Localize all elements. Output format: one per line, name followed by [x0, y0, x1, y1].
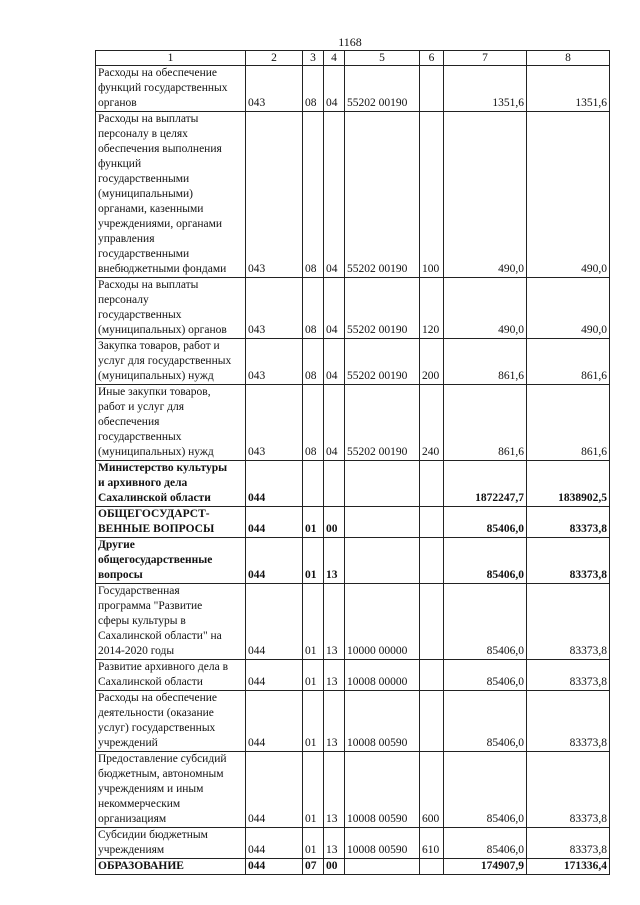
expense-type-code — [420, 584, 444, 660]
ministry-code: 044 — [246, 660, 303, 691]
ministry-code: 043 — [246, 385, 303, 461]
section-code: 08 — [303, 385, 324, 461]
subsection-code: 04 — [324, 112, 345, 278]
amount-col7: 490,0 — [444, 112, 527, 278]
amount-col7: 861,6 — [444, 385, 527, 461]
subsection-code: 13 — [324, 584, 345, 660]
table-row — [96, 507, 610, 538]
target-article-code: 10000 00000 — [345, 584, 420, 660]
ministry-code: 044 — [246, 584, 303, 660]
amount-col8: 490,0 — [527, 278, 610, 339]
table-row — [96, 112, 610, 278]
section-code: 01 — [303, 584, 324, 660]
section-code: 01 — [303, 507, 324, 538]
target-article-code: 55202 00190 — [345, 339, 420, 385]
ministry-code: 043 — [246, 66, 303, 112]
budget-item-name: ОБЩЕГОСУДАРСТ- ВЕННЫЕ ВОПРОСЫ — [96, 507, 246, 538]
subsection-code — [324, 461, 345, 507]
ministry-code: 043 — [246, 112, 303, 278]
amount-col8: 83373,8 — [527, 691, 610, 752]
subsection-code: 13 — [324, 691, 345, 752]
amount-col7: 1351,6 — [444, 66, 527, 112]
target-article-code — [345, 859, 420, 875]
amount-col7: 85406,0 — [444, 538, 527, 584]
subsection-code: 04 — [324, 385, 345, 461]
budget-item-name: Расходы на обеспечение деятельности (оказание услуг) государственных учреждений — [96, 691, 246, 752]
column-header: 5 — [345, 51, 420, 66]
section-code: 01 — [303, 752, 324, 828]
expense-type-code — [420, 538, 444, 584]
ministry-code: 044 — [246, 828, 303, 859]
table-row — [96, 385, 610, 461]
subsection-code: 00 — [324, 507, 345, 538]
section-code: 08 — [303, 66, 324, 112]
column-header: 4 — [324, 51, 345, 66]
budget-item-name: Министерство культуры и архивного дела Сахалинской области — [96, 461, 246, 507]
budget-item-name: ОБРАЗОВАНИЕ — [96, 859, 246, 875]
budget-item-name: Расходы на выплаты персоналу в целях обеспечения выполнения функций государственными (муниципальными) органами, казенными учреждениями, органами управления государственными внебюджетными фондами — [96, 112, 246, 278]
budget-item-name: Закупка товаров, работ и услуг для государственных (муниципальных) нужд — [96, 339, 246, 385]
subsection-code: 13 — [324, 752, 345, 828]
section-code — [303, 461, 324, 507]
budget-item-name: Предоставление субсидий бюджетным, автономным учреждениям и иным некоммерческим организациям — [96, 752, 246, 828]
amount-col7: 861,6 — [444, 339, 527, 385]
target-article-code: 55202 00190 — [345, 278, 420, 339]
table-row — [96, 461, 610, 507]
expense-type-code: 100 — [420, 112, 444, 278]
amount-col7: 174907,9 — [444, 859, 527, 875]
budget-item-name: Расходы на выплаты персоналу государственных (муниципальных) органов — [96, 278, 246, 339]
target-article-code: 55202 00190 — [345, 112, 420, 278]
column-header: 3 — [303, 51, 324, 66]
amount-col7: 85406,0 — [444, 828, 527, 859]
subsection-code: 13 — [324, 538, 345, 584]
subsection-code: 04 — [324, 278, 345, 339]
table-row — [96, 691, 610, 752]
target-article-code: 55202 00190 — [345, 385, 420, 461]
column-header-row — [96, 51, 610, 66]
page-number: 1168 — [338, 35, 362, 49]
budget-item-name: Субсидии бюджетным учреждениям — [96, 828, 246, 859]
target-article-code: 10008 00590 — [345, 828, 420, 859]
ministry-code: 044 — [246, 507, 303, 538]
amount-col7: 85406,0 — [444, 507, 527, 538]
amount-col8: 861,6 — [527, 385, 610, 461]
expense-type-code: 200 — [420, 339, 444, 385]
ministry-code: 044 — [246, 538, 303, 584]
amount-col8: 1838902,5 — [527, 461, 610, 507]
expense-type-code: 120 — [420, 278, 444, 339]
section-code: 07 — [303, 859, 324, 875]
expense-type-code — [420, 507, 444, 538]
section-code: 08 — [303, 278, 324, 339]
column-header: 8 — [527, 51, 610, 66]
ministry-code: 044 — [246, 691, 303, 752]
section-code: 01 — [303, 691, 324, 752]
amount-col8: 83373,8 — [527, 828, 610, 859]
table-row — [96, 752, 610, 828]
expense-type-code — [420, 66, 444, 112]
table-row — [96, 278, 610, 339]
subsection-code: 04 — [324, 339, 345, 385]
target-article-code: 10008 00000 — [345, 660, 420, 691]
section-code: 01 — [303, 828, 324, 859]
column-header: 6 — [420, 51, 444, 66]
ministry-code: 044 — [246, 461, 303, 507]
table-row — [96, 660, 610, 691]
expense-type-code: 600 — [420, 752, 444, 828]
expense-type-code: 240 — [420, 385, 444, 461]
amount-col8: 83373,8 — [527, 584, 610, 660]
amount-col7: 85406,0 — [444, 691, 527, 752]
amount-col8: 171336,4 — [527, 859, 610, 875]
amount-col8: 83373,8 — [527, 538, 610, 584]
budget-item-name: Иные закупки товаров, работ и услуг для обеспечения государственных (муниципальных) нужд — [96, 385, 246, 461]
target-article-code — [345, 461, 420, 507]
amount-col8: 83373,8 — [527, 752, 610, 828]
subsection-code: 04 — [324, 66, 345, 112]
budget-item-name: Расходы на обеспечение функций государственных органов — [96, 66, 246, 112]
table-row — [96, 828, 610, 859]
section-code: 01 — [303, 660, 324, 691]
table-row — [96, 66, 610, 112]
amount-col8: 490,0 — [527, 112, 610, 278]
section-code: 08 — [303, 339, 324, 385]
column-header: 1 — [96, 51, 246, 66]
amount-col7: 85406,0 — [444, 660, 527, 691]
section-code: 01 — [303, 538, 324, 584]
subsection-code: 00 — [324, 859, 345, 875]
column-header: 2 — [246, 51, 303, 66]
table-row — [96, 339, 610, 385]
ministry-code: 044 — [246, 859, 303, 875]
expense-type-code — [420, 859, 444, 875]
table-row — [96, 584, 610, 660]
amount-col8: 83373,8 — [527, 507, 610, 538]
ministry-code: 043 — [246, 278, 303, 339]
budget-item-name: Другие общегосударственные вопросы — [96, 538, 246, 584]
ministry-code: 044 — [246, 752, 303, 828]
expense-type-code: 610 — [420, 828, 444, 859]
budget-table — [95, 50, 610, 875]
target-article-code — [345, 538, 420, 584]
amount-col7: 85406,0 — [444, 584, 527, 660]
amount-col7: 490,0 — [444, 278, 527, 339]
amount-col8: 1351,6 — [527, 66, 610, 112]
expense-type-code — [420, 691, 444, 752]
table-row — [96, 538, 610, 584]
budget-item-name: Государственная программа "Развитие сферы культуры в Сахалинской области" на 2014-2020 годы — [96, 584, 246, 660]
amount-col7: 1872247,7 — [444, 461, 527, 507]
amount-col7: 85406,0 — [444, 752, 527, 828]
subsection-code: 13 — [324, 828, 345, 859]
target-article-code — [345, 507, 420, 538]
section-code: 08 — [303, 112, 324, 278]
target-article-code: 10008 00590 — [345, 752, 420, 828]
target-article-code: 55202 00190 — [345, 66, 420, 112]
expense-type-code — [420, 461, 444, 507]
table-row — [96, 859, 610, 875]
ministry-code: 043 — [246, 339, 303, 385]
subsection-code: 13 — [324, 660, 345, 691]
amount-col8: 83373,8 — [527, 660, 610, 691]
expense-type-code — [420, 660, 444, 691]
column-header: 7 — [444, 51, 527, 66]
budget-item-name: Развитие архивного дела в Сахалинской области — [96, 660, 246, 691]
target-article-code: 10008 00590 — [345, 691, 420, 752]
amount-col8: 861,6 — [527, 339, 610, 385]
